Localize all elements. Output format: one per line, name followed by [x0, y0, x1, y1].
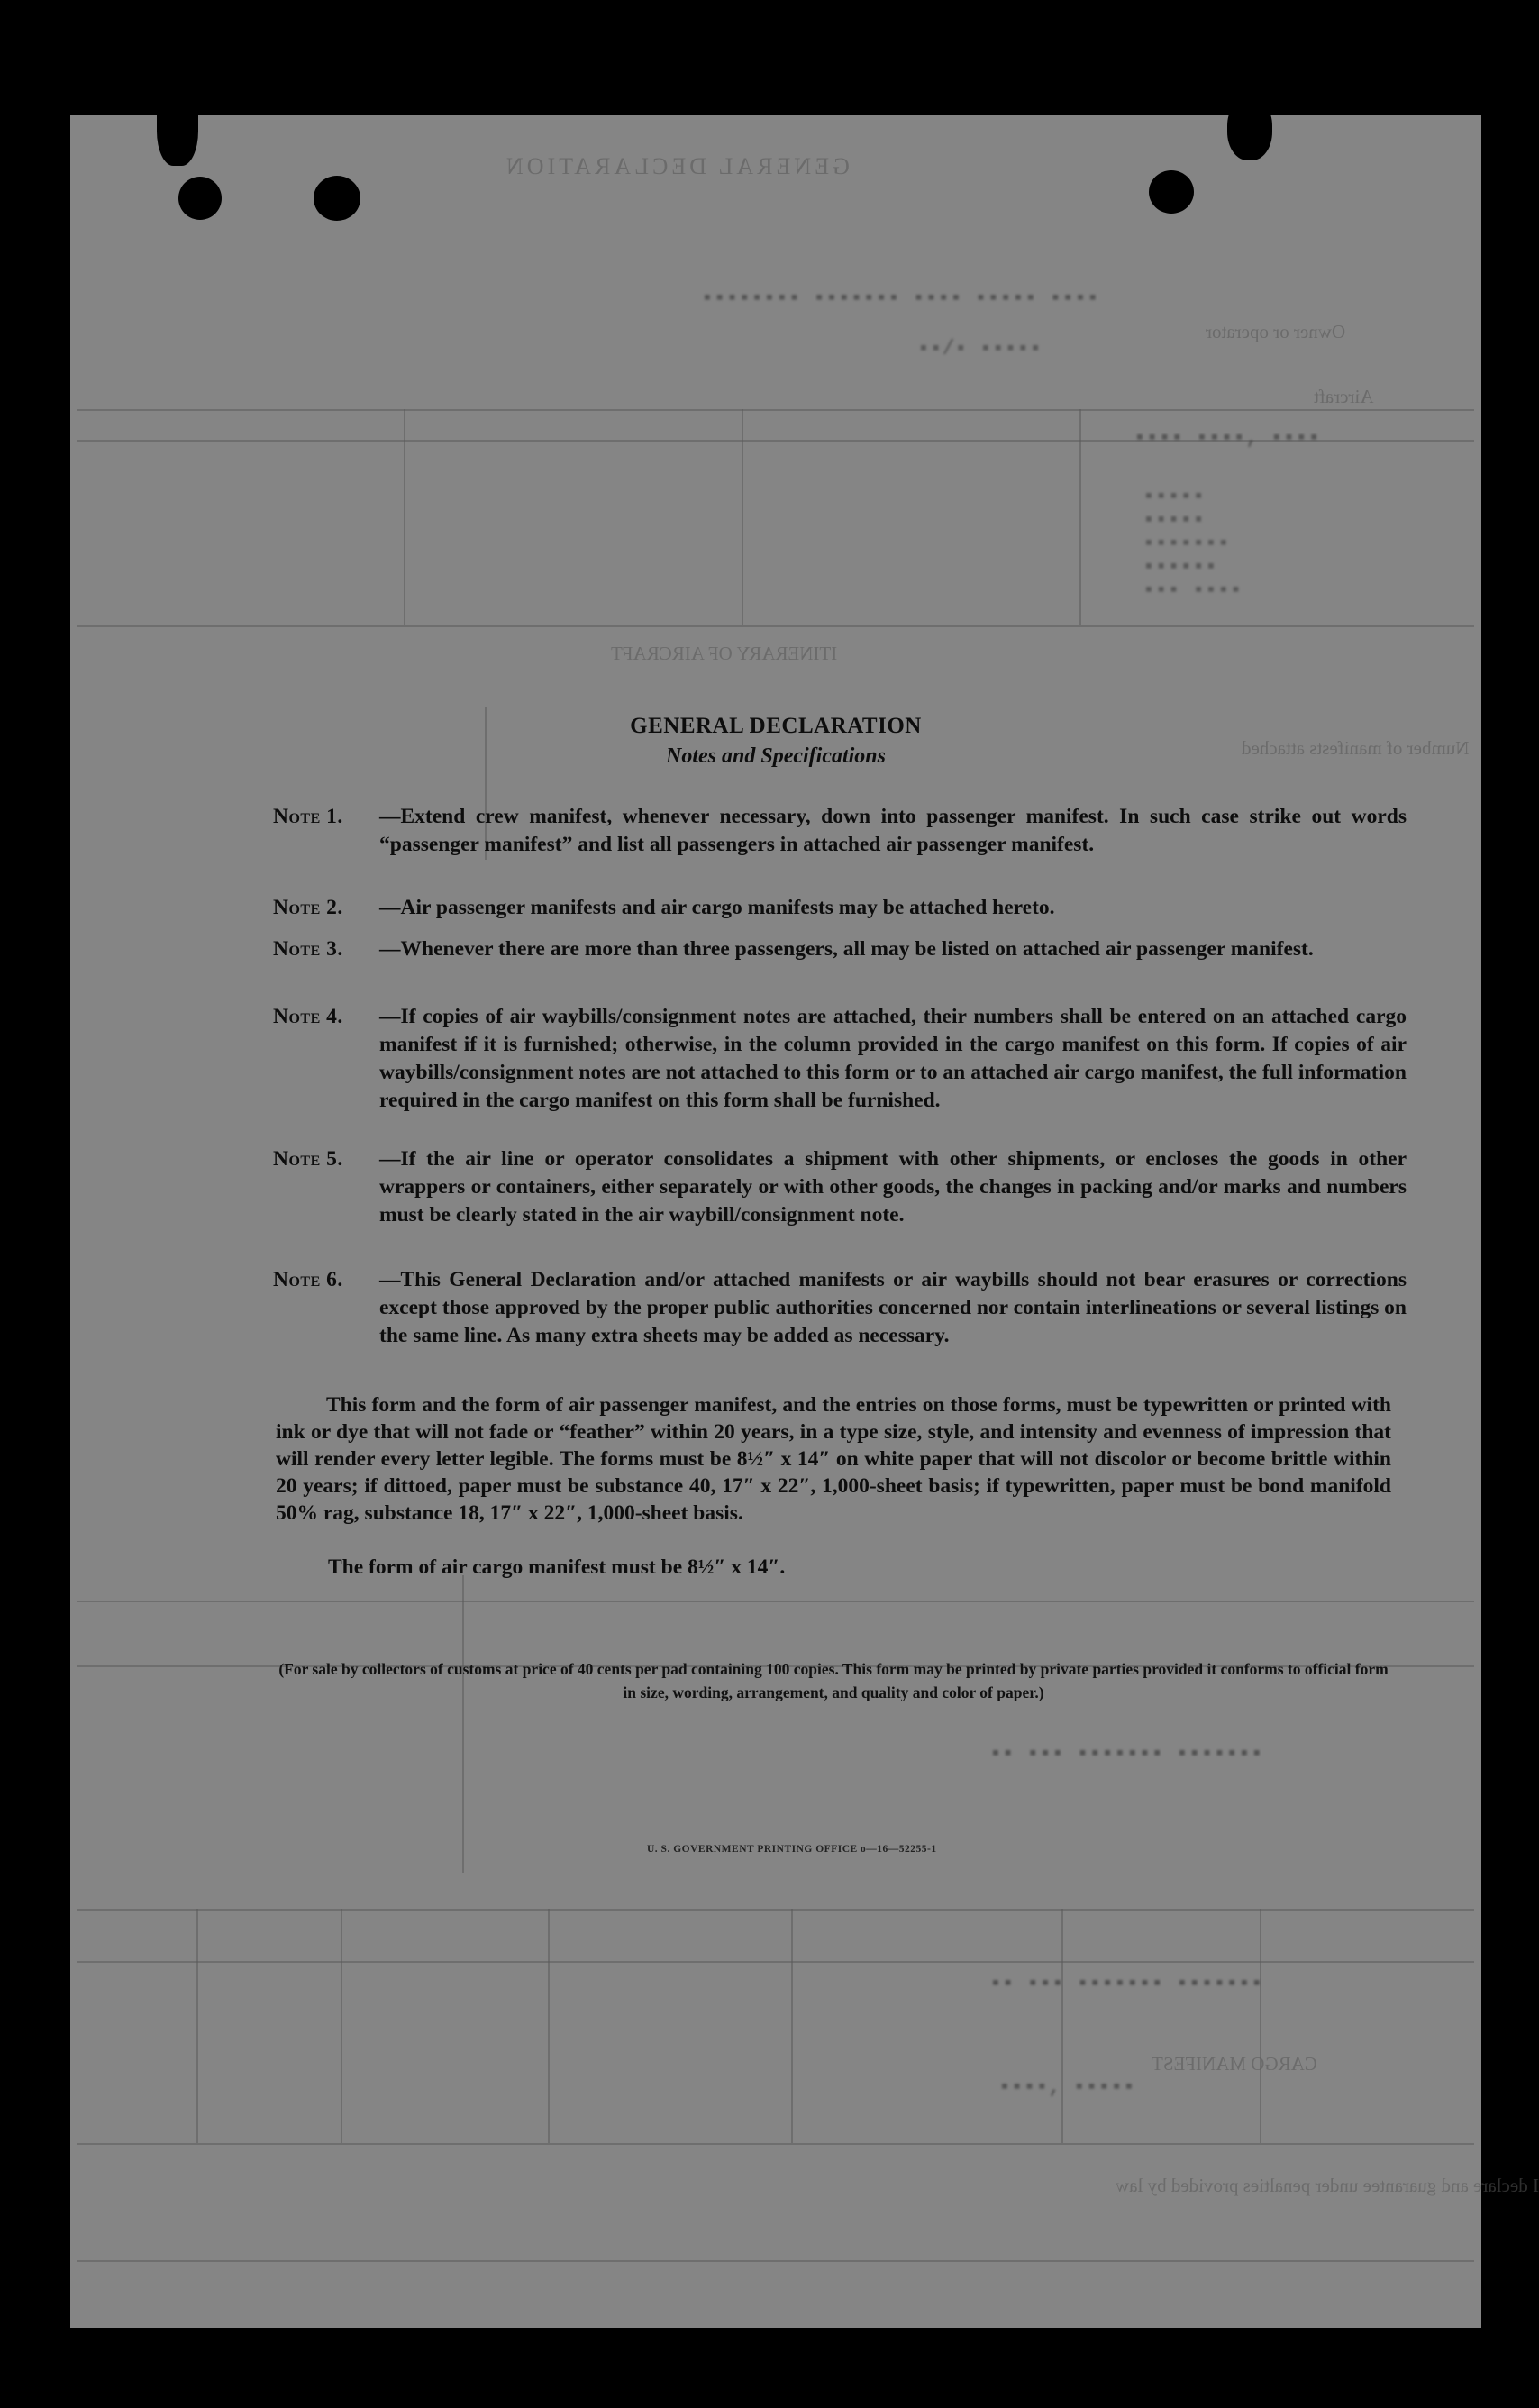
note-label: Note 2. — [273, 896, 343, 919]
typed-entry-show-through: ▪▪ ▪▪▪ ▪▪▪▪▪▪▪ ▪▪▪▪▪▪▪ — [989, 1972, 1263, 1995]
note-label: Note 5. — [273, 1147, 343, 1171]
note-4 — [273, 1003, 1407, 1115]
note-label: Note 4. — [273, 1005, 343, 1028]
sale-notice: (For sale by collectors of customs at price of 40 cents per pad containing 100 copies. This form may be printed by private parties provided it conforms to official form in size, wording, arrangement, and quality and color of paper.) — [278, 1660, 1389, 1701]
punch-hole — [1149, 170, 1194, 214]
form-requirements-text: This form and the form of air passenger manifest, and the entries on those forms, must be typewritten or printed with ink or dye that will not fade or “feather” within 20 years, in a type size, style, and intensity and evenness of impression that will render every letter legible. The forms must be 8½″ x 14″ on white paper that will not discolor or become brittle within 20 years; if dittoed, paper must be substance 40, 17″ x 22″, 1,000-sheet basis; if typewritten, paper must be bond manifold 50% rag, substance 18, 17″ x 22″, 1,000-sheet basis. — [276, 1393, 1391, 1525]
typed-entry-show-through: ▪▪▪▪▪▪▪▪ ▪▪▪▪▪▪▪ ▪▪▪▪ ▪▪▪▪▪ ▪▪▪▪ — [701, 287, 1099, 310]
form-requirements — [276, 1391, 1391, 1527]
cargo-manifest-size-text: The form of air cargo manifest must be 8½″ x 14″. — [328, 1555, 786, 1579]
note-text: —Extend crew manifest, whenever necessary, down into passenger manifest. In such case strike out words “passenger manifest” and list all passengers in attached air passenger manifest. — [379, 805, 1407, 856]
note-text: —Whenever there are more than three passengers, all may be listed on attached air passenger manifest. — [379, 937, 1314, 961]
note-text: —This General Declaration and/or attached manifests or air waybills should not bear erasures or corrections except those approved by the proper public authorities concerned nor contain interlineations or several listings on the same line. As many extra sheets may be added as necessary. — [379, 1268, 1407, 1347]
typed-entry — [503, 223, 516, 250]
note-3 — [273, 935, 1407, 963]
document-page: GENERAL DECLARATION Owner or operator Aircraft ITINERARY OF AIRCRAFT Number of manifests attached CARGO MANIFEST I declare and guarantee under penalties provided by law ▪▪▪▪▪▪▪▪ ▪▪▪▪▪▪▪ ▪▪▪▪ ▪▪▪▪▪ ▪▪▪▪ ▪▪/▪ ▪▪▪▪▪ ▪▪▪▪ ▪▪▪▪, ▪▪▪▪ ▪▪▪▪▪ ▪▪▪▪▪ ▪▪▪▪▪▪▪ ▪▪▪▪▪▪ ▪▪▪ ▪▪▪▪ ▪▪ ▪▪▪ ▪▪▪▪▪▪▪ ▪▪▪▪▪▪▪ ▪▪ ▪▪▪ ▪▪▪▪▪▪▪ ▪▪▪▪▪▪▪ ▪▪▪▪, ▪▪▪▪▪ GENERAL DECLARATION Notes and Specifications Note 1. —Extend crew manifest, whenever necessary, down into passenger manifest. In such case strike out words “passenger manifest” and list all passengers in attached air passenger manifest. Note 2. —Air passenger manifests and air cargo manifests may be attached hereto. Note 3. —Whenever there are more than three passengers, all may be listed on attached air passenger manifest. Note 4. —If copies of air waybills/consignment notes are attached, their numbers shall be entered on an attached cargo manifest if it is furnished; otherwise, in the column provided in the cargo manifest on this form. If copies of air waybills/consignment notes are not attached to this form or to an attached air cargo manifest, the full information required in the cargo manifest on this form shall be furnished. Note 5. —If the air line or operator consolidates a shipment with other shipments, or encloses the goods in other wrappers or containers, either separately or with other goods, the changes in packing and/or marks and numbers must be clearly stated in the air waybill/consignment note. Note 6. —This General Declaration and/or attached manifests or air waybills should not bear erasures or corrections except those approved by the proper public authorities concerned nor contain interlineations or several listings on the same line. As many extra sheets may be added as necessary. This form and the form of air passenger manifest, and the entries on those forms, must be typewritten or printed with ink or dye that will not fade or “feather” within 20 years, in a type size, style, and intensity and evenness of impression that will render every letter legible. The forms must be 8½″ x 14″ on white paper that will not discolor or become brittle within 20 years; if dittoed, paper must be substance 40, 17″ x 22″, 1,000-sheet basis; if typewritten, paper must be bond manifold 50% rag, substance 18, 17″ x 22″, 1,000-sheet basis. The form of air cargo manifest must be 8½″ x 14″. (For sale by collectors of customs at price of 40 cents per pad containing 100 copies. This form may be printed by private parties provided it conforms to official form in size, wording, arrangement, and quality and color of paper.) U. S. GOVERNMENT PRINTING OFFICE o—16—52255-1 — [70, 115, 1481, 2328]
printing-office-line: U. S. GOVERNMENT PRINTING OFFICE o—16—52255-1 — [647, 1844, 937, 1855]
typed-entry-show-through: ▪▪/▪ ▪▪▪▪▪ — [917, 337, 1043, 360]
typed-entry-show-through: ▪▪▪▪▪ ▪▪▪▪▪ ▪▪▪▪▪▪▪ ▪▪▪▪▪▪ ▪▪▪ ▪▪▪▪ — [1143, 485, 1243, 602]
note-label: Note 6. — [273, 1268, 343, 1291]
note-text: —If the air line or operator consolidates a shipment with other shipments, or encloses the goods in other wrappers or containers, either separately or with other goods, the changes in packing and/or marks and numbers must be clearly stated in the air waybill/consignment note. — [379, 1147, 1407, 1227]
note-2 — [273, 894, 1407, 922]
note-label: Note 3. — [273, 937, 343, 961]
typed-entry-show-through: ▪▪▪▪ ▪▪▪▪, ▪▪▪▪ — [1134, 426, 1321, 450]
note-6 — [273, 1266, 1407, 1350]
cargo-manifest-size — [328, 1554, 1319, 1581]
note-1 — [273, 803, 1407, 859]
note-5 — [273, 1145, 1407, 1229]
declaration-subtitle: Notes and Specifications — [666, 744, 886, 768]
punch-hole — [1227, 97, 1272, 160]
punch-hole — [157, 79, 198, 166]
declaration-title: GENERAL DECLARATION — [630, 714, 922, 738]
note-text: —If copies of air waybills/consignment notes are attached, their numbers shall be entered on an attached cargo manifest if it is furnished; otherwise, in the column provided in the cargo manifest on this form. If copies of air waybills/consignment notes are not attached to this form or to an attached air cargo manifest, the full information required in the cargo manifest on this form shall be furnished. — [379, 1005, 1407, 1112]
typed-entry-show-through: ▪▪ ▪▪▪ ▪▪▪▪▪▪▪ ▪▪▪▪▪▪▪ — [989, 1742, 1263, 1765]
note-label: Note 1. — [273, 805, 343, 828]
typed-entry-show-through: ▪▪▪▪, ▪▪▪▪▪ — [998, 2075, 1135, 2099]
punch-hole — [178, 177, 222, 220]
note-text: —Air passenger manifests and air cargo manifests may be attached hereto. — [379, 896, 1055, 919]
punch-hole — [314, 176, 360, 221]
